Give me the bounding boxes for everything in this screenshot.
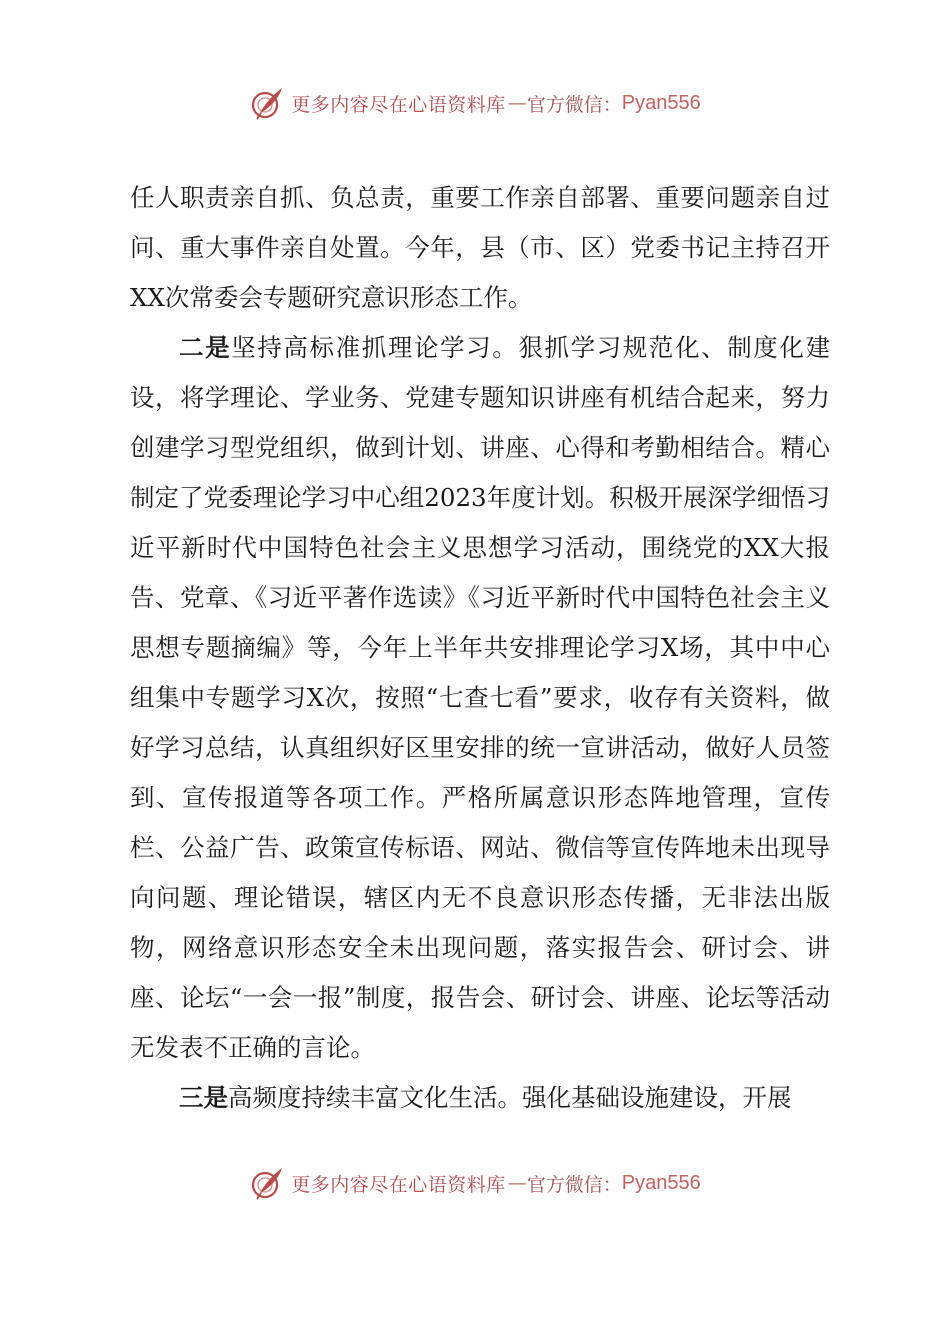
banner-wechat-id: Pyan556 bbox=[621, 1171, 701, 1194]
paragraph-2 bbox=[130, 323, 830, 1073]
quill-logo-icon bbox=[249, 1165, 285, 1201]
banner-separator: — bbox=[507, 1172, 525, 1194]
quill-logo-icon bbox=[249, 85, 285, 121]
banner-wechat-label: 官方微信： bbox=[526, 93, 622, 116]
paragraph-1-text: 任人职责亲自抓、负总责，重要工作亲自部署、重要问题亲自过问、重大事件亲自处置。今年，县（市、区）党委书记主持召开XX次常委会专题研究意识形态工作。 bbox=[130, 183, 830, 312]
banner-wechat-label: 官方微信： bbox=[526, 1173, 622, 1196]
banner-brand: 更多内容尽在心语资料库 bbox=[291, 93, 506, 116]
paragraph-2-text: 坚持高标准抓理论学习。狠抓学习规范化、制度化建设，将学理论、学业务、党建专题知识讲座有机结合起来，努力创建学习型党组织，做到计划、讲座、心得和考勤相结合。精心制定了党委理论学习中心组2023年度计划。积极开展深学细悟习近平新时代中国特色社会主义思想学习活动，围绕党的XX大报告、党章、《习近平著作选读》《习近平新时代中国特色社会主义思想专题摘编》等，今年上半年共安排理论学习X场，其中中心组集中专题学习X次，按照“七查七看”要求，收存有关资料，做好学习总结，认真组织好区里安排的统一宣讲活动，做好人员签到、宣传报道等各项工作。严格所属意识形态阵地管理，宣传栏、公益广告、政策宣传标语、网站、微信等宣传阵地未出现导向问题、理论错误，辖区内无不良意识形态传播，无非法出版物，网络意识形态安全未出现问题，落实报告会、研讨会、讲座、论坛“一会一报”制度，报告会、研讨会、讲座、论坛等活动无发表不正确的言论。 bbox=[130, 333, 831, 1062]
banner-wechat-id: Pyan556 bbox=[621, 91, 701, 114]
footer-banner bbox=[0, 1161, 950, 1205]
paragraph-3-lead: 三是 bbox=[179, 1083, 228, 1112]
paragraph-1 bbox=[130, 173, 830, 323]
banner-brand: 更多内容尽在心语资料库 bbox=[291, 1173, 506, 1196]
paragraph-2-lead: 二是 bbox=[179, 333, 232, 362]
paragraph-3 bbox=[130, 1073, 830, 1123]
document-body bbox=[130, 173, 830, 1123]
banner-separator: — bbox=[507, 92, 525, 114]
paragraph-3-text: 高频度持续丰富文化生活。强化基础设施建设，开展 bbox=[228, 1083, 792, 1112]
header-banner bbox=[0, 81, 950, 125]
